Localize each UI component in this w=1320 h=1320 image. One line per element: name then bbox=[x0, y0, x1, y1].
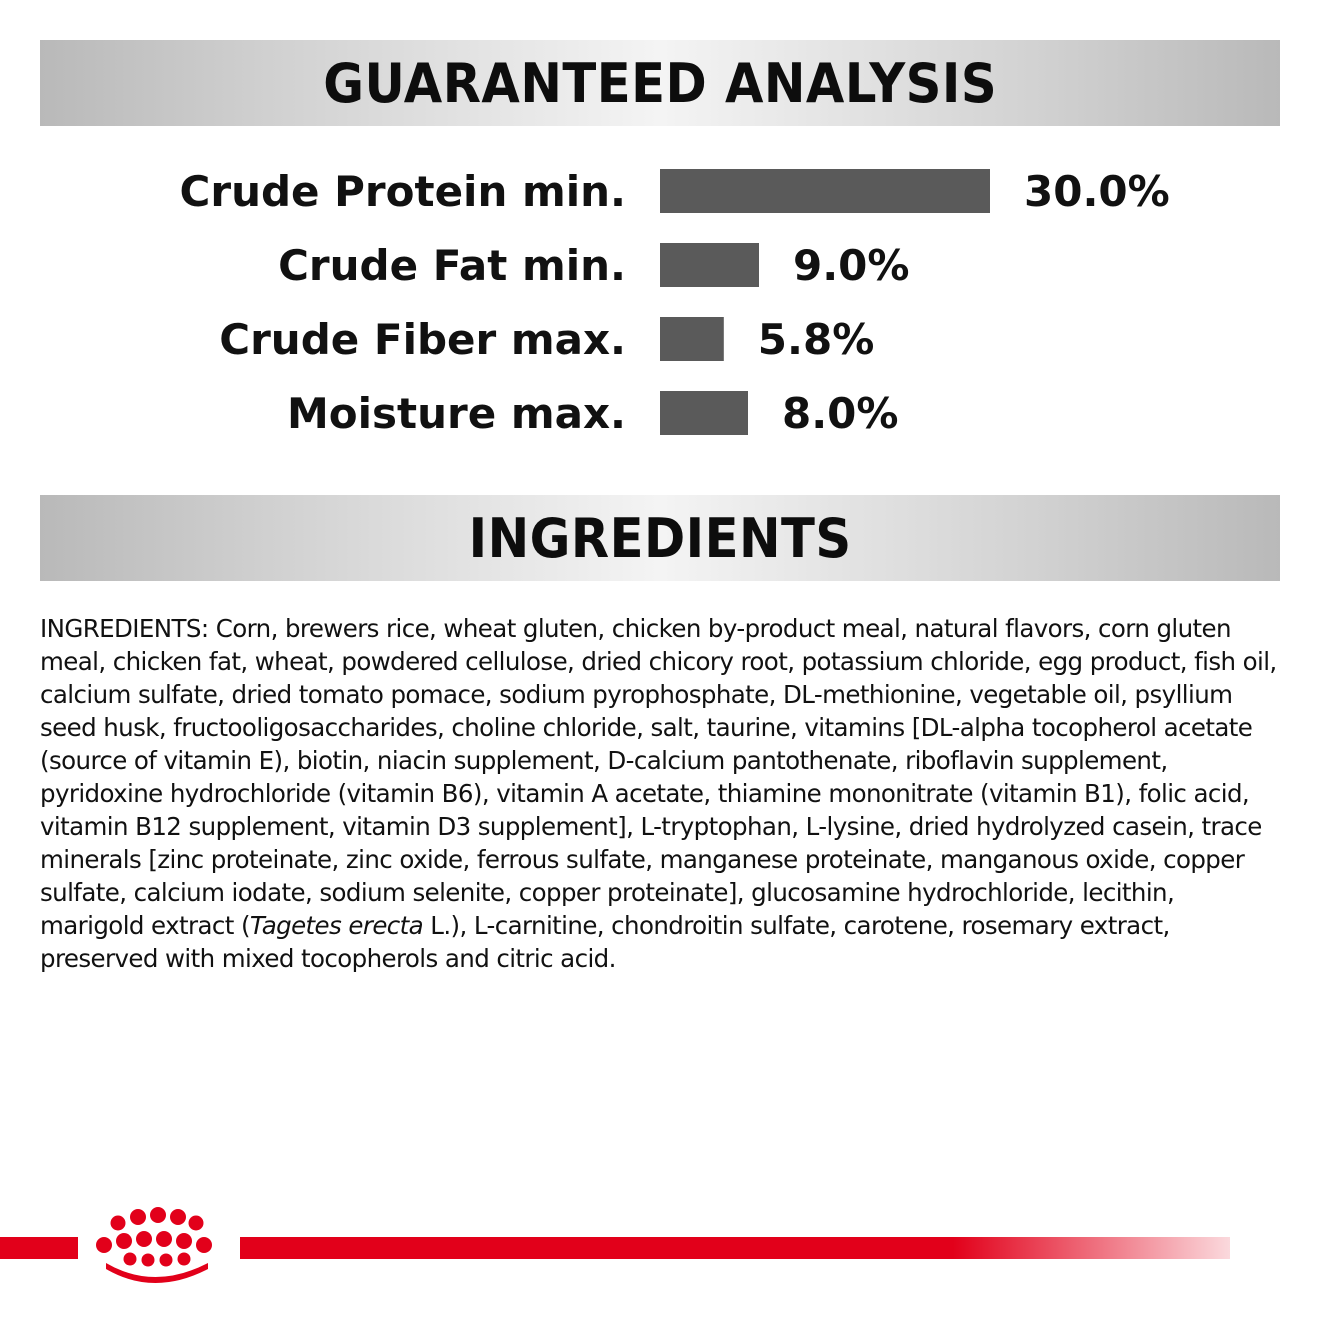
footer-red-line-right bbox=[240, 1237, 1230, 1259]
analysis-label: Crude Protein min. bbox=[179, 167, 626, 216]
ingredients-text-start: INGREDIENTS: Corn, brewers rice, wheat gluten, chicken by-product meal, natural flavors, corn gluten meal, chicken fat, wheat, powdered cellulose, dried chicory root, potassium chloride, egg product, fish oil, calcium sulfate, dried tomato pomace, sodium pyrophosphate, DL-methionine, vegetable oil, psyllium seed husk, fructooligosaccharides, choline chloride, salt, taurine, vitamins [DL-alpha tocopherol acetate (source of vitamin E), biotin, niacin supplement, D-calcium pantothenate, riboflavin supplement, pyridoxine hydrochloride (vitamin B6), vitamin A acetate, thiamine mononitrate (vitamin B1), folic acid, vitamin B12 supplement, vitamin D3 supplement], L-tryptophan, L-lysine, dried hydrolyzed casein, trace minerals [zinc proteinate, zinc oxide, ferrous sulfate, manganese proteinate, manganous oxide, copper sulfate, calcium iodate, sodium selenite, copper proteinate], glucosamine hydrochloride, lecithin, marigold extract ( bbox=[40, 614, 1277, 940]
ingredients-text-italic: Tagetes erecta bbox=[249, 911, 424, 940]
ingredients-text-end: L.), L-carnitine, chondroitin sulfate, carotene, rosemary extract, preserved with mixed tocopherols and citric acid. bbox=[40, 911, 1170, 973]
analysis-label: Crude Fat min. bbox=[278, 241, 626, 290]
analysis-value-label: 5.8% bbox=[757, 315, 875, 364]
analysis-label: Crude Fiber max. bbox=[219, 315, 626, 364]
analysis-bar bbox=[660, 317, 724, 361]
guaranteed-analysis-banner bbox=[40, 40, 1280, 126]
brand-footer bbox=[0, 1205, 1320, 1295]
ingredients-title: INGREDIENTS bbox=[468, 506, 852, 570]
analysis-bar bbox=[660, 391, 748, 435]
guaranteed-analysis-title: GUARANTEED ANALYSIS bbox=[323, 51, 997, 115]
analysis-bar bbox=[660, 243, 759, 287]
analysis-value-label: 9.0% bbox=[793, 241, 910, 290]
ingredients-banner bbox=[40, 495, 1280, 581]
royal-canin-crown-icon bbox=[92, 1205, 232, 1285]
analysis-bar bbox=[660, 169, 990, 213]
analysis-value-label: 30.0% bbox=[1024, 167, 1170, 216]
analysis-value-label: 8.0% bbox=[782, 389, 899, 438]
analysis-label: Moisture max. bbox=[287, 389, 626, 438]
guaranteed-analysis-chart bbox=[0, 160, 1320, 450]
ingredients-list bbox=[40, 612, 1280, 975]
footer-red-line-left bbox=[0, 1237, 78, 1259]
